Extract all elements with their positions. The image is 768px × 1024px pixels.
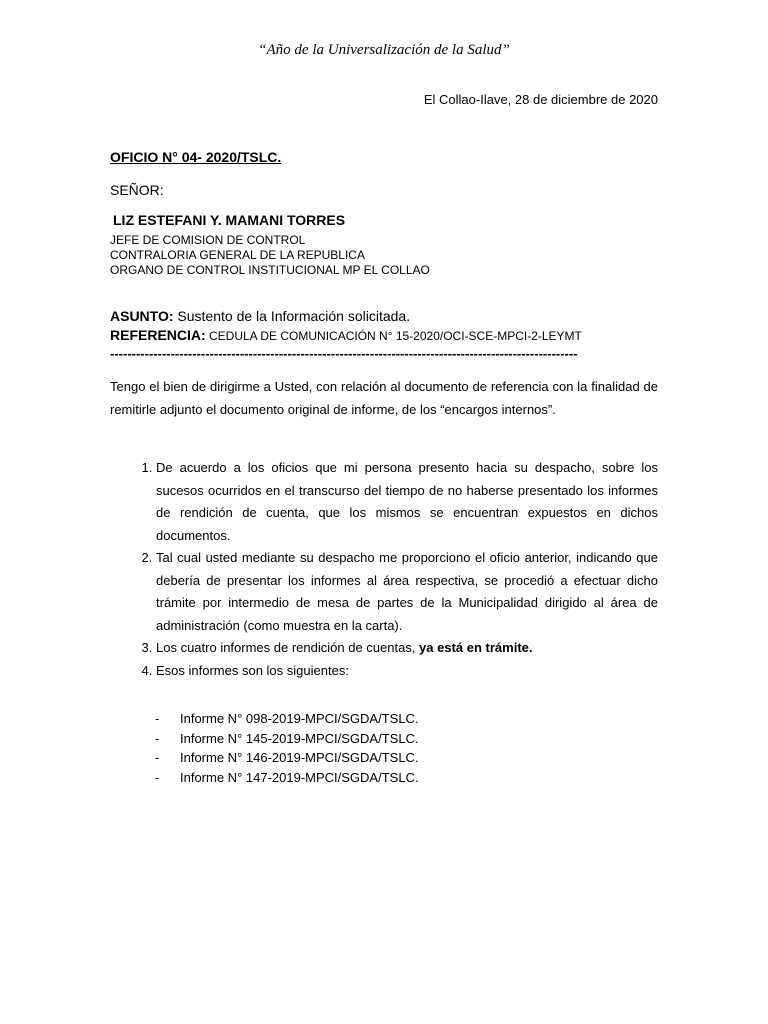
informe-item: - Informe N° 146-2019-MPCI/SGDA/TSLC. [155, 750, 419, 765]
salutation: SEÑOR: [110, 182, 164, 198]
reference-value: CEDULA DE COMUNICACIÓN N° 15-2020/OCI-SCE-MPCI-2-LEYMT [205, 329, 582, 343]
place-and-date: El Collao-Ilave, 28 de diciembre de 2020 [423, 92, 658, 107]
numbered-list [110, 457, 658, 682]
informe-item: - Informe N° 098-2019-MPCI/SGDA/TSLC. [155, 711, 419, 726]
recipient-title: JEFE DE COMISION DE CONTROL [110, 233, 306, 247]
reference-line [110, 327, 582, 343]
subject-value: Sustento de la Información solicitada. [173, 308, 411, 324]
intro-paragraph: Tengo el bien de dirigirme a Usted, con relación al documento de referencia con la finalidad de remitirle adjunto el documento original de informe, de los “encargos internos”. [110, 379, 658, 417]
list-item: 1. De acuerdo a los oficios que mi persona presento hacia su despacho, sobre los sucesos ocurridos en el transcurso del tiempo de no haberse presentado los informes de rendición de cuenta, que los mismos se encuentran expuestos en dichos documentos. [156, 457, 658, 547]
informes-list [110, 709, 419, 787]
subject-label: ASUNTO: [110, 308, 174, 324]
recipient-institution: CONTRALORIA GENERAL DE LA REPUBLICA [110, 248, 365, 262]
list-item: 4. Esos informes son los siguientes: [156, 660, 658, 683]
informe-item: - Informe N° 145-2019-MPCI/SGDA/TSLC. [155, 730, 419, 746]
subject-line [110, 308, 410, 324]
oficio-number: OFICIO N° 04- 2020/TSLC. [110, 149, 282, 165]
list-item: 3. Los cuatro informes de rendición de cuentas, ya está en trámite. [156, 637, 658, 660]
reference-label: REFERENCIA: [110, 327, 206, 343]
status-emphasis: ya está en trámite. [419, 640, 533, 655]
informe-item: - Informe N° 147-2019-MPCI/SGDA/TSLC. [155, 769, 419, 785]
separator-line: ------------------------------------------------------------------------------------------------------------ [110, 346, 578, 361]
recipient-name: LIZ ESTEFANI Y. MAMANI TORRES [113, 212, 346, 228]
document-motto: “Año de la Universalización de la Salud” [258, 42, 510, 58]
recipient-office: ORGANO DE CONTROL INSTITUCIONAL MP EL COLLAO [110, 263, 430, 277]
list-item: 2. Tal cual usted mediante su despacho me proporciono el oficio anterior, indicando que debería de presentar los informes al área respectiva, se procedió a efectuar dicho trámite por intermedio de mesa de partes de la Municipalidad dirigido al área de administración (como muestra en la carta). [156, 547, 658, 637]
